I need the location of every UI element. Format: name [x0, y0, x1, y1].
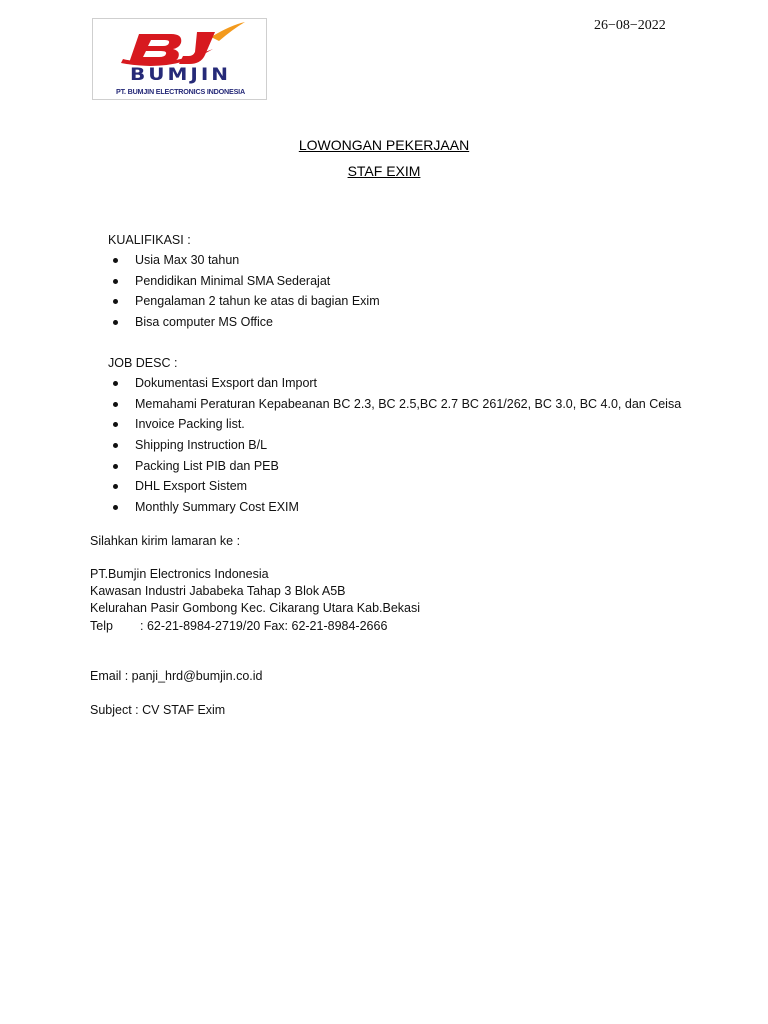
list-item: Pendidikan Minimal SMA Sederajat — [108, 271, 380, 292]
address-line-2: Kelurahan Pasir Gombong Kec. Cikarang Utara Kab.Bekasi — [90, 601, 421, 615]
list-item: Monthly Summary Cost EXIM — [108, 497, 681, 518]
company-logo — [92, 18, 267, 100]
list-item: Memahami Peraturan Kepabeanan BC 2.3, BC 2.5,BC 2.7 BC 261/262, BC 3.0, BC 4.0, dan Ceisa — [108, 394, 681, 415]
list-item: Packing List PIB dan PEB — [108, 456, 681, 477]
job-desc-heading: JOB DESC : — [108, 356, 178, 370]
position-title: STAF EXIM — [347, 163, 421, 179]
company-name: PT.Bumjin Electronics Indonesia — [90, 567, 269, 581]
telp-label: Telp — [90, 619, 113, 633]
list-item: Shipping Instruction B/L — [108, 435, 681, 456]
telp-value: : 62-21-8984-2719/20 Fax: 62-21-8984-2666 — [140, 619, 388, 633]
list-item: DHL Exsport Sistem — [108, 476, 681, 497]
document-title: LOWONGAN PEKERJAAN — [298, 137, 470, 153]
list-item: Bisa computer MS Office — [108, 312, 380, 333]
address-line-1: Kawasan Industri Jababeka Tahap 3 Blok A5B — [90, 584, 346, 598]
job-desc-list — [108, 373, 681, 518]
application-intro: Silahkan kirim lamaran ke : — [90, 534, 241, 548]
qualifications-list — [108, 250, 380, 333]
list-item: Usia Max 30 tahun — [108, 250, 380, 271]
list-item: Dokumentasi Exsport dan Import — [108, 373, 681, 394]
list-item: Invoice Packing list. — [108, 414, 681, 435]
subject-line: Subject : CV STAF Exim — [90, 703, 226, 717]
logo-wordmark: BUMJIN — [129, 63, 231, 85]
email-line: Email : panji_hrd@bumjin.co.id — [90, 669, 263, 683]
logo-subtitle: PT. BUMJIN ELECTRONICS INDONESIA — [116, 87, 245, 96]
qualifications-heading: KUALIFIKASI : — [108, 233, 191, 247]
document-date: 26−08−2022 — [594, 18, 666, 33]
list-item: Pengalaman 2 tahun ke atas di bagian Exim — [108, 291, 380, 312]
